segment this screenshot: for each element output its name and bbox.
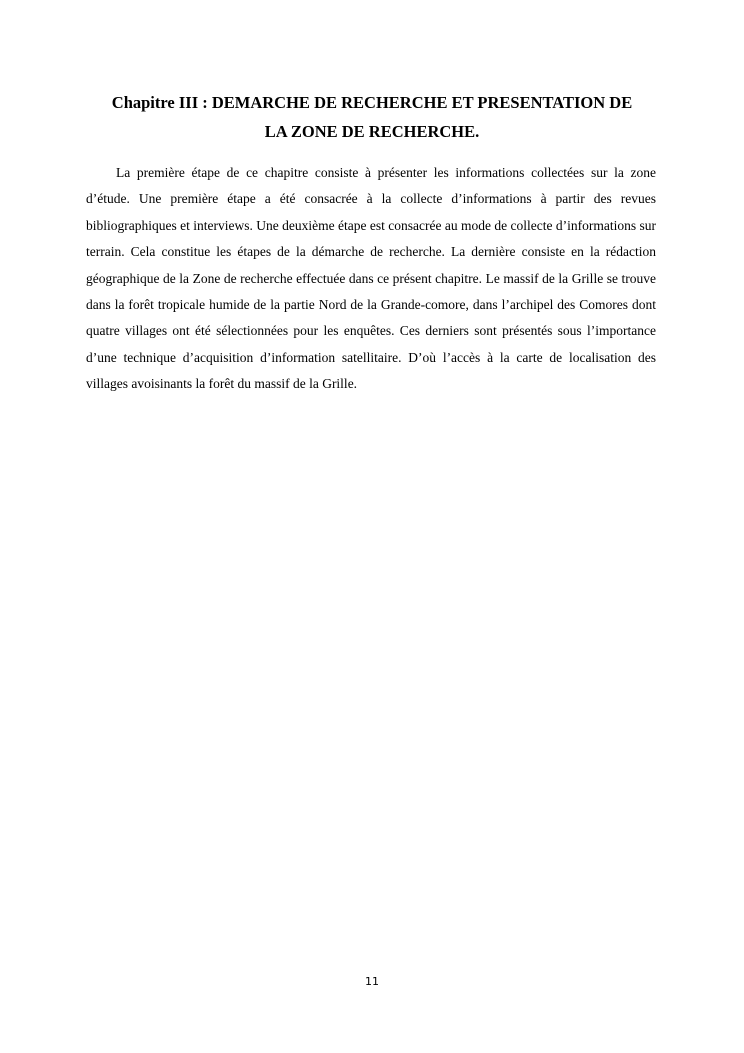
chapter-title-line-2: LA ZONE DE RECHERCHE. [264, 122, 480, 141]
body-paragraph: La première étape de ce chapitre consiste à présenter les informations collectées sur la zone d’étude. Une première étape a été consacrée à la collecte d’informations à partir des revues bibliographiques et interviews. Une deuxième étape est consacrée au mode de collecte d’informations sur terrain. Cela constitue les étapes de la démarche de recherche. La dernière consiste en la rédaction géographique de la Zone de recherche effectuée dans ce présent chapitre. Le massif de la Grille se trouve dans la forêt tropicale humide de la partie Nord de la Grande-comore, dans l’archipel des Comores dont quatre villages ont été sélectionnées pour les enquêtes. Ces derniers sont présentés sous l’importance d’une technique d’acquisition d’information satellitaire. D’où l’accès à la carte de localisation des villages avoisinants la forêt du massif de la Grille. [86, 165, 656, 392]
chapter-title [86, 88, 658, 146]
chapter-title-line-1: Chapitre III : DEMARCHE DE RECHERCHE ET PRESENTATION DE [111, 93, 633, 112]
page-number: 11 [365, 975, 379, 988]
